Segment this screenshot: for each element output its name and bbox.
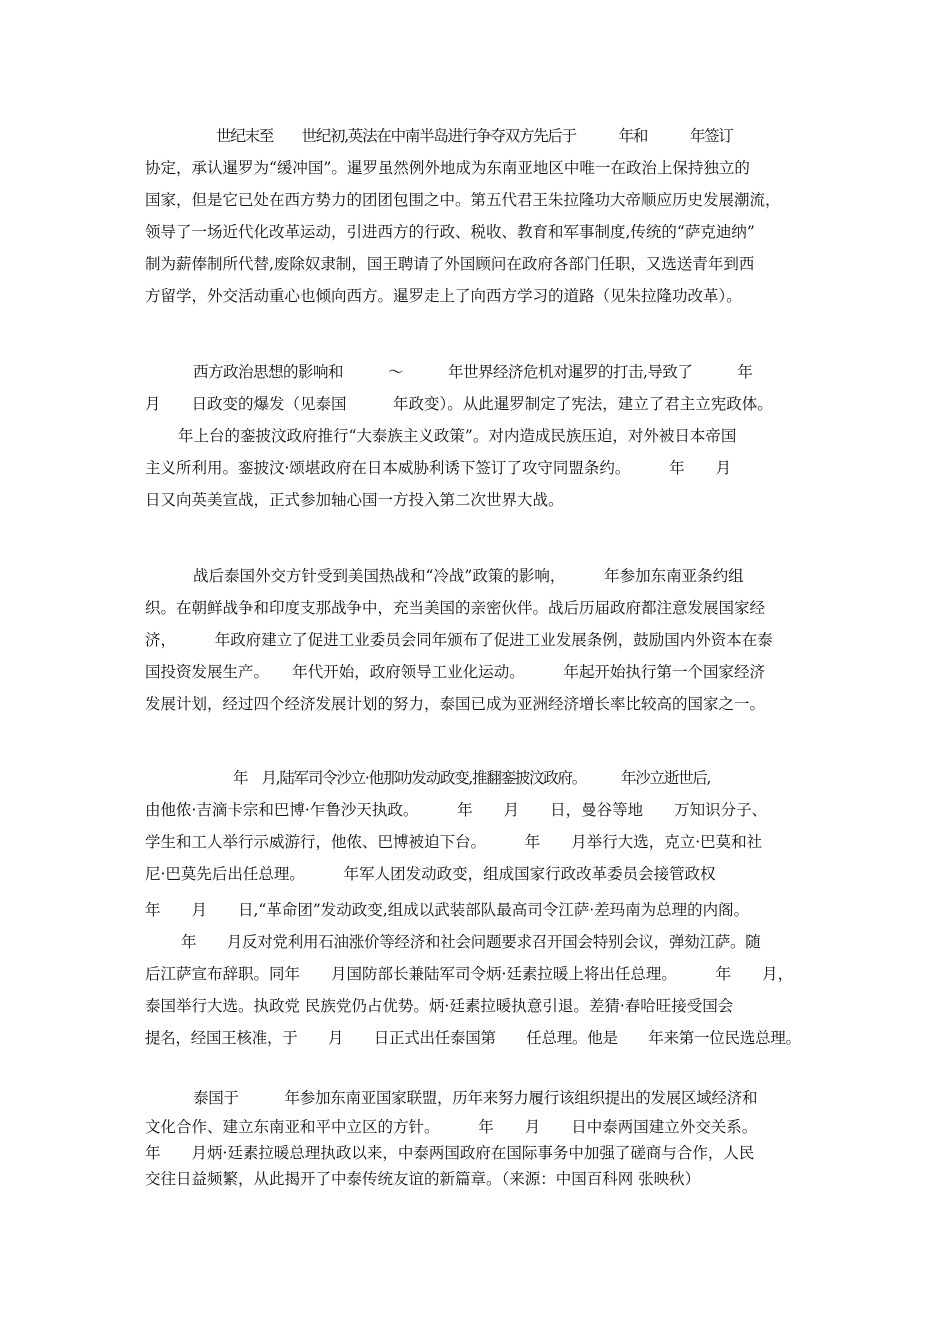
paragraph-5-line-2: 文化合作、建立东南亚和平中立区的方针。 年 月 日中泰两国建立外交关系。: [145, 1118, 758, 1136]
paragraph-2-line-1: 西方政治思想的影响和 ～ 年世界经济危机对暹罗的打击,导致了 年: [193, 363, 753, 381]
paragraph-1-line-5: 制为薪俸制所代替,废除奴隶制，国王聘请了外国顾问在政府各部门任职，又选送青年到西: [145, 255, 755, 273]
paragraph-1-line-1: 世纪末至 世纪初,英法在中南半岛进行争夺双方先后于 年和 年签订: [216, 127, 733, 145]
paragraph-4-line-1: 年 月,陆军司令沙立·他那叻发动政变,推翻銮披汶政府。 年沙立逝世后,: [233, 769, 711, 787]
paragraph-1-line-3: 国家，但是它已处在西方势力的团团包围之中。第五代君王朱拉隆功大帝顺应历史发展潮流，: [145, 191, 781, 209]
paragraph-3-line-5: 发展计划，经过四个经济发展计划的努力，泰国已成为亚洲经济增长率比较高的国家之一。: [145, 695, 766, 713]
paragraph-4-line-7: 后江萨宣布辞职。同年 月国防部长兼陆军司令炳·廷素拉暖上将出任总理。 年 月，: [145, 965, 794, 983]
paragraph-2-line-3: 年上台的銮披汶政府推行“大泰族主义政策”。对内造成民族压迫，对外被日本帝国: [178, 427, 737, 445]
paragraph-1-line-6: 方留学，外交活动重心也倾向西方。暹罗走上了向西方学习的道路（见朱拉隆功改革）。: [145, 287, 742, 305]
paragraph-4-line-6: 年 月反对党利用石油涨价等经济和社会问题要求召开国会特别会议，弹劾江萨。随: [181, 933, 761, 951]
paragraph-3-line-3: 济， 年政府建立了促进工业委员会同年颁布了促进工业发展条例，鼓励国内外资本在泰: [145, 631, 773, 649]
paragraph-3-line-2: 织。在朝鲜战争和印度支那战争中，充当美国的亲密伙伴。战后历届政府都注意发展国家经: [145, 599, 766, 617]
paragraph-5-line-1: 泰国于 年参加东南亚国家联盟，历年来努力履行该组织提出的发展区域经济和: [193, 1089, 757, 1107]
paragraph-4-line-4: 尼·巴莫先后出任总理。 年军人团发动政变，组成国家行政改革委员会接管政权: [145, 865, 716, 883]
paragraph-5-line-3: 年 月炳·廷素拉暖总理执政以来，中泰两国政府在国际事务中加强了磋商与合作，人民: [145, 1144, 755, 1162]
paragraph-2-line-2: 月 日政变的爆发（见泰国 年政变）。从此暹罗制定了宪法，建立了君主立宪政体。: [145, 395, 773, 413]
paragraph-2-line-5: 日又向英美宣战，正式参加轴心国一方投入第二次世界大战。: [145, 491, 564, 509]
paragraph-3-line-1: 战后泰国外交方针受到美国热战和“冷战”政策的影响， 年参加东南亚条约组: [193, 567, 744, 585]
paragraph-3-line-4: 国投资发展生产。 年代开始，政府领导工业化运动。 年起开始执行第一个国家经济: [145, 663, 766, 681]
paragraph-4-line-9: 提名，经国王核准，于 月 日正式出任泰国第 任总理。他是 年来第一位民选总理。: [145, 1029, 801, 1047]
paragraph-4-line-3: 学生和工人举行示威游行，他侬、巴博被迫下台。 年 月举行大选，克立·巴莫和社: [145, 833, 763, 851]
paragraph-4-line-5: 年 月 日,“革命团”发动政变,组成以武装部队最高司令江萨·差玛南为总理的内阁。: [145, 901, 750, 919]
paragraph-4-line-2: 由他侬·吉滴卡宗和巴博·乍鲁沙天执政。 年 月 日，曼谷等地 万知识分子、: [145, 801, 768, 819]
paragraph-1-line-2: 协定，承认暹罗为“缓冲国”。暹罗虽然例外地成为东南亚地区中唯一在政治上保持独立的: [145, 159, 750, 177]
paragraph-1-line-4: 领导了一场近代化改革运动，引进西方的行政、税收、教育和军事制度,传统的“萨克迪纳”: [145, 223, 755, 241]
paragraph-5-line-4: 交往日益频繁，从此揭开了中泰传统友谊的新篇章。（来源：中国百科网 张映秋）: [145, 1170, 701, 1188]
paragraph-2-line-4: 主义所利用。銮披汶·颂堪政府在日本威胁利诱下签订了攻守同盟条约。 年 月: [145, 459, 732, 477]
paragraph-4-line-8: 泰国举行大选。执政党 民族党仍占优势。炳·廷素拉暖执意引退。差猜·春哈旺接受国会: [145, 997, 734, 1015]
